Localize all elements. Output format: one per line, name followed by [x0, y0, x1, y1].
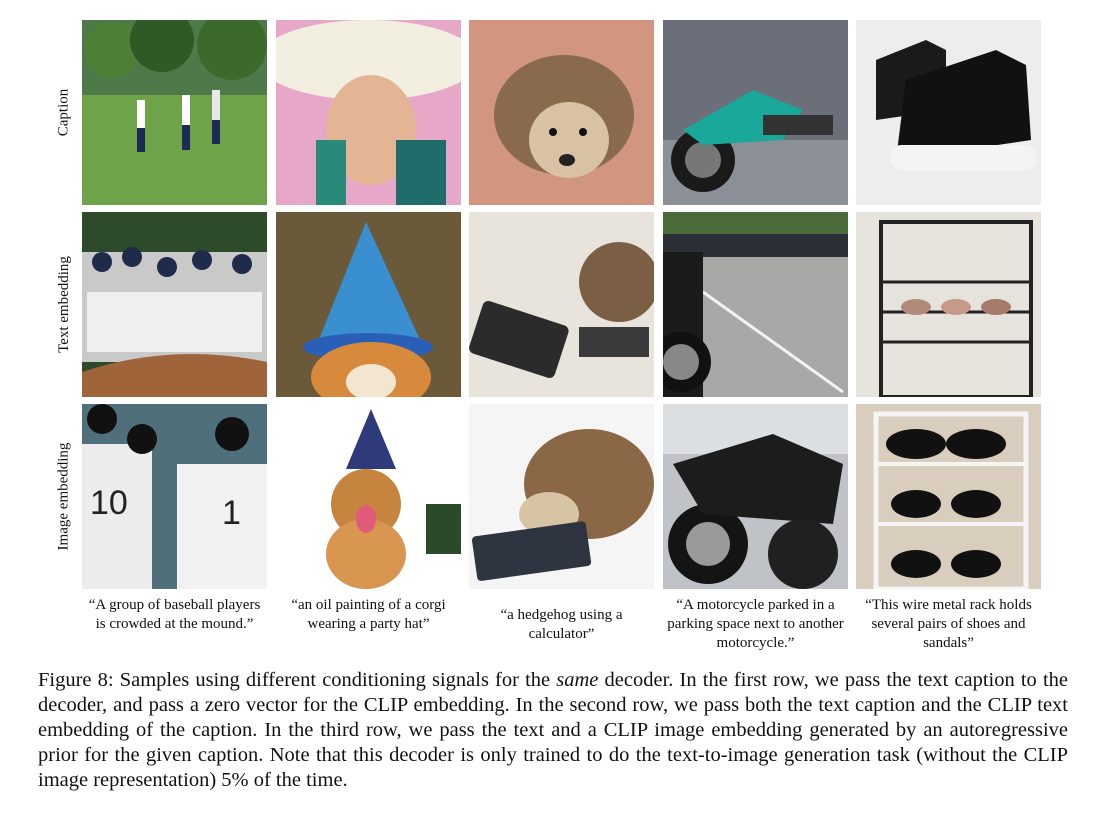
svg-text:10: 10 [90, 484, 128, 522]
image-hedgehog-calculator [469, 212, 654, 397]
caption-corgi: “an oil painting of a corgi wearing a party hat” [291, 597, 446, 632]
image-black-motorcycles [663, 404, 848, 589]
caption-motorcycle: “A motorcycle parked in a parking space next to another motorcycle.” [667, 597, 844, 651]
figure-caption-suffix: decoder. In the first row, we pass the text caption to the decoder, and pass a zero vector for the CLIP embedding. In the second row, we pass both the text caption and the CLIP text embedding of the caption. In the third row, we pass the text and a CLIP image embedding generated by an autoregressive prior for the given caption. Note that this decoder is only trained to do the text-to-image generation task (without the CLIP image representation) 5% of the time. [38, 669, 1068, 791]
image-woman-hat [276, 20, 461, 205]
svg-text:1: 1 [222, 494, 241, 532]
image-hedgehog-on-calculator [469, 404, 654, 589]
caption-hedgehog: “a hedgehog using a calculator” [500, 607, 623, 642]
image-baseball-back [82, 404, 267, 589]
image-wire-rack-sandals [856, 212, 1041, 397]
image-green-motorcycle [663, 20, 848, 205]
image-black-boots [856, 20, 1041, 205]
figure-caption [38, 668, 1068, 793]
image-parking-motorcycles [663, 212, 848, 397]
image-baseball-crowd [82, 212, 267, 397]
image-baseball-caption [82, 20, 267, 205]
image-hedgehog-hands [469, 20, 654, 205]
row-label-text: Image embedding [55, 442, 72, 551]
image-corgi-painting [276, 212, 461, 397]
caption-baseball: “A group of baseball players is crowded at the mound.” [88, 597, 261, 632]
figure-caption-emphasis: same [556, 669, 599, 691]
row-label-text: Text embedding [55, 256, 72, 353]
image-corgi-party-hat [276, 404, 461, 589]
caption-shoe-rack: “This wire metal rack holds several pairs of shoes and sandals” [865, 597, 1032, 651]
figure-caption-prefix: Figure 8: Samples using different conditioning signals for the [38, 669, 557, 691]
row-label-text: Caption [55, 88, 72, 137]
image-wire-rack-shoes [856, 404, 1041, 589]
